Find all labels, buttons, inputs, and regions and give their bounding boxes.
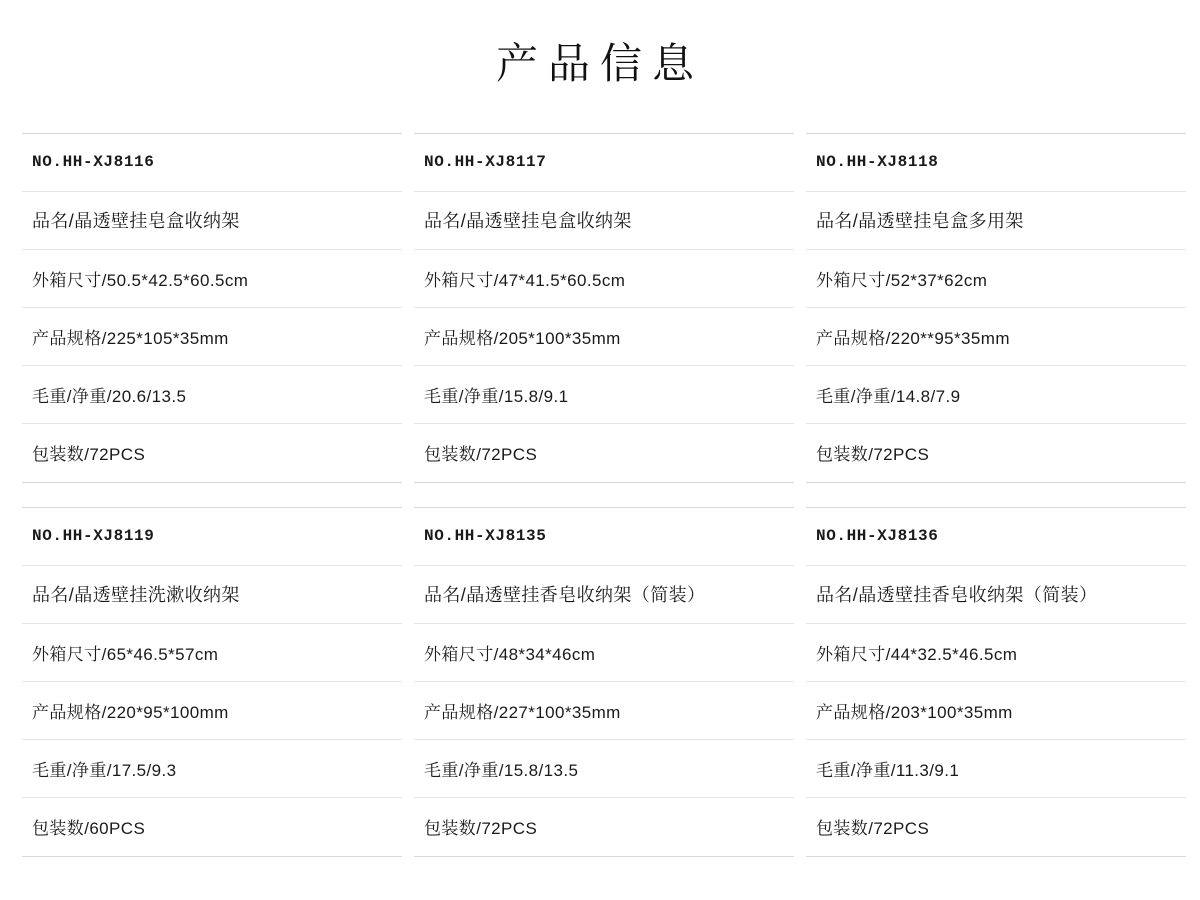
product-spec: 产品规格/220**95*35mm bbox=[806, 308, 1186, 366]
product-pack-qty: 包装数/72PCS bbox=[32, 445, 146, 464]
product-name: 品名/晶透壁挂皂盒收纳架 bbox=[414, 192, 794, 250]
product-card bbox=[22, 507, 402, 857]
product-carton-size: 外箱尺寸/52*37*62cm bbox=[806, 250, 1186, 308]
product-name: 品名/晶透壁挂洗漱收纳架 bbox=[22, 566, 402, 624]
product-carton-size: 外箱尺寸/50.5*42.5*60.5cm bbox=[22, 250, 402, 308]
product-carton-size: 外箱尺寸/65*46.5*57cm bbox=[22, 624, 402, 682]
product-spec: 产品规格/227*100*35mm bbox=[414, 682, 794, 740]
page-title: 产品信息 bbox=[495, 40, 704, 87]
product-spec: 产品规格/205*100*35mm bbox=[414, 308, 794, 366]
product-pack-qty: 包装数/72PCS bbox=[424, 819, 538, 838]
product-name: 品名/晶透壁挂香皂收纳架（简装） bbox=[806, 566, 1186, 624]
product-card bbox=[414, 133, 794, 483]
product-pack-qty: 包装数/72PCS bbox=[424, 445, 538, 464]
product-weight: 毛重/净重/15.8/9.1 bbox=[414, 366, 794, 424]
product-code: NO.HH-XJ8136 bbox=[806, 508, 1186, 566]
product-card bbox=[806, 507, 1186, 857]
product-card bbox=[806, 133, 1186, 483]
product-weight: 毛重/净重/14.8/7.9 bbox=[806, 366, 1186, 424]
product-spec: 产品规格/203*100*35mm bbox=[806, 682, 1186, 740]
product-grid-row-1 bbox=[0, 133, 1200, 483]
product-weight: 毛重/净重/17.5/9.3 bbox=[22, 740, 402, 798]
product-carton-size: 外箱尺寸/44*32.5*46.5cm bbox=[806, 624, 1186, 682]
product-carton-size: 外箱尺寸/47*41.5*60.5cm bbox=[414, 250, 794, 308]
product-weight: 毛重/净重/11.3/9.1 bbox=[806, 740, 1186, 798]
product-code: NO.HH-XJ8135 bbox=[414, 508, 794, 566]
product-spec: 产品规格/225*105*35mm bbox=[22, 308, 402, 366]
product-weight: 毛重/净重/20.6/13.5 bbox=[22, 366, 402, 424]
product-code: NO.HH-XJ8119 bbox=[22, 508, 402, 566]
product-pack-qty: 包装数/60PCS bbox=[32, 819, 146, 838]
product-name: 品名/晶透壁挂香皂收纳架（简装） bbox=[414, 566, 794, 624]
product-carton-size: 外箱尺寸/48*34*46cm bbox=[414, 624, 794, 682]
product-card bbox=[414, 507, 794, 857]
product-grid-row-2 bbox=[0, 507, 1200, 857]
product-name: 品名/晶透壁挂皂盒收纳架 bbox=[22, 192, 402, 250]
product-code: NO.HH-XJ8116 bbox=[22, 134, 402, 192]
product-spec: 产品规格/220*95*100mm bbox=[22, 682, 402, 740]
product-pack-qty: 包装数/72PCS bbox=[816, 819, 930, 838]
product-weight: 毛重/净重/15.8/13.5 bbox=[414, 740, 794, 798]
product-code: NO.HH-XJ8118 bbox=[806, 134, 1186, 192]
product-code: NO.HH-XJ8117 bbox=[414, 134, 794, 192]
product-card bbox=[22, 133, 402, 483]
product-pack-qty: 包装数/72PCS bbox=[816, 445, 930, 464]
product-name: 品名/晶透壁挂皂盒多用架 bbox=[806, 192, 1186, 250]
